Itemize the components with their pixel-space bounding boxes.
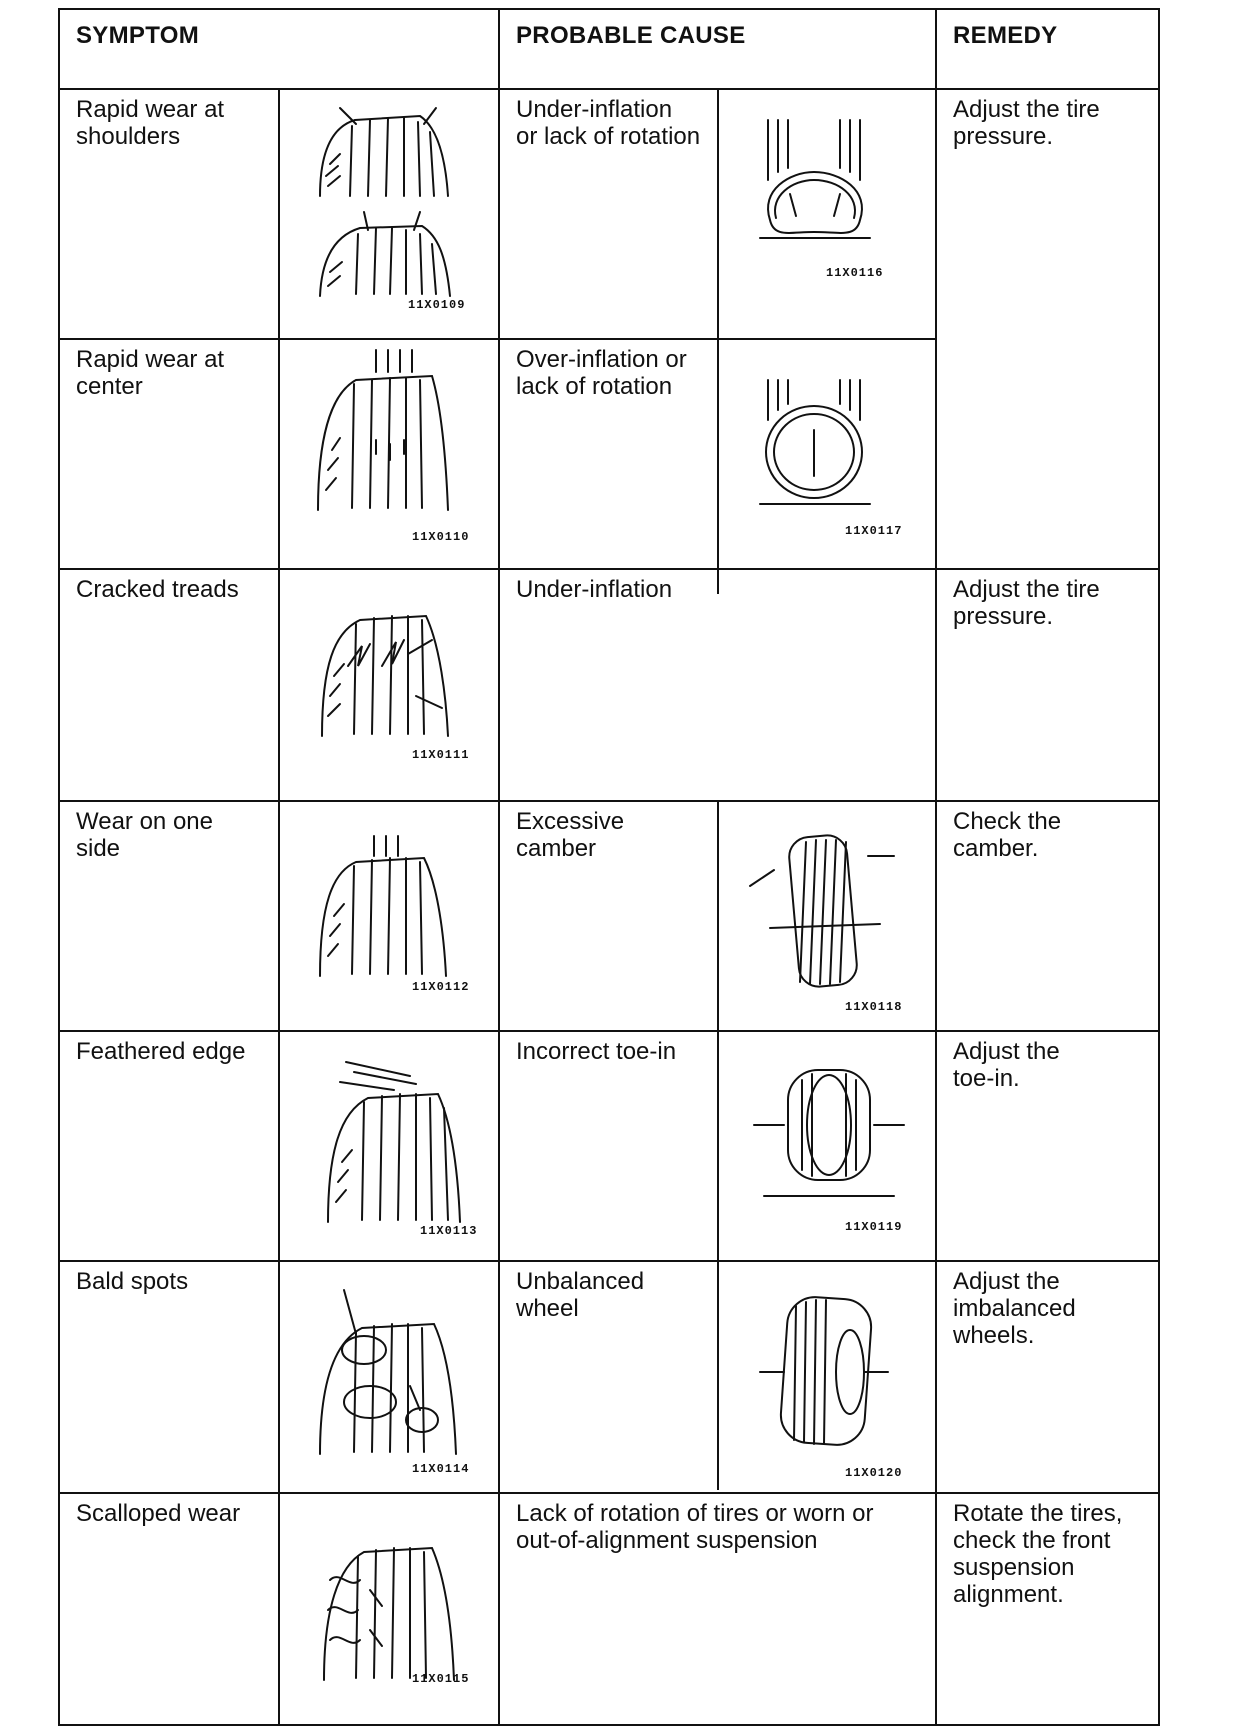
troubleshooting-table [58,8,1160,1726]
remedy-text: Check the camber. [953,808,1062,862]
remedy-text: Adjust the imbalanced wheels. [953,1268,1076,1349]
unbalanced-wheel-icon [760,1292,900,1452]
figure-code: 11X0114 [412,1462,470,1476]
feathered-edge-tire-icon [310,1062,470,1222]
remedy-text: Rotate the tires, check the front suspension alignment. [953,1500,1123,1608]
remedy-text: Adjust the tire pressure. [953,96,1100,150]
symptom-text: Bald spots [76,1268,189,1295]
cause-text: Lack of rotation of tires or worn or out-of-alignment suspension [516,1500,874,1554]
row-divider [60,1030,1158,1032]
cracked-tread-tire-icon [308,606,458,736]
figure-code: 11X0109 [408,298,466,312]
figure-code: 11X0113 [420,1224,478,1238]
column-divider [278,88,280,1724]
symptom-text: Rapid wear at center [76,346,225,400]
symptom-text: Wear on one side [76,808,213,862]
row-divider [60,1260,1158,1262]
figure-code: 11X0115 [412,1672,470,1686]
cause-text: Incorrect toe-in [516,1038,677,1065]
cause-text: Excessive camber [516,808,625,862]
cause-text: Unbalanced wheel [516,1268,645,1322]
cause-text: Under-inflation or lack of rotation [516,96,701,150]
symptom-header: SYMPTOM [76,22,200,49]
header-divider [60,88,1158,90]
symptom-text: Cracked treads [76,576,239,603]
remedy-header: REMEDY [953,22,1058,49]
figure-code: 11X0116 [826,266,884,280]
toe-in-wheel-icon [754,1060,904,1200]
symptom-text: Scalloped wear [76,1500,241,1527]
cause-text: Over-inflation or lack of rotation [516,346,687,400]
row-divider [60,800,1158,802]
row-divider [60,568,1158,570]
scalloped-wear-tire-icon [310,1520,460,1680]
column-divider [498,10,500,1724]
bald-spots-tire-icon [304,1284,464,1454]
row-divider [60,1492,1158,1494]
column-divider [717,800,719,1490]
center-wear-tire-icon [300,350,460,510]
column-divider [935,10,937,1724]
under-inflated-tire-section-icon [760,120,870,260]
cause-text: Under-inflation [516,576,673,603]
remedy-text: Adjust the toe-in. [953,1038,1060,1092]
remedy-text: Adjust the tire pressure. [953,576,1100,630]
figure-code: 11X0118 [845,1000,903,1014]
symptom-text: Feathered edge [76,1038,246,1065]
over-inflated-tire-section-icon [760,380,870,510]
figure-code: 11X0111 [412,748,470,762]
one-side-wear-tire-icon [306,836,456,976]
figure-code: 11X0117 [845,524,903,538]
figure-code: 11X0119 [845,1220,903,1234]
row-divider [60,338,935,340]
camber-wheel-icon [750,832,900,992]
symptom-text: Rapid wear at shoulders [76,96,225,150]
figure-code: 11X0112 [412,980,470,994]
figure-code: 11X0120 [845,1466,903,1480]
column-divider [717,88,719,594]
figure-code: 11X0110 [412,530,470,544]
shoulder-wear-tire-icon [300,106,460,296]
cause-header: PROBABLE CAUSE [516,22,746,49]
